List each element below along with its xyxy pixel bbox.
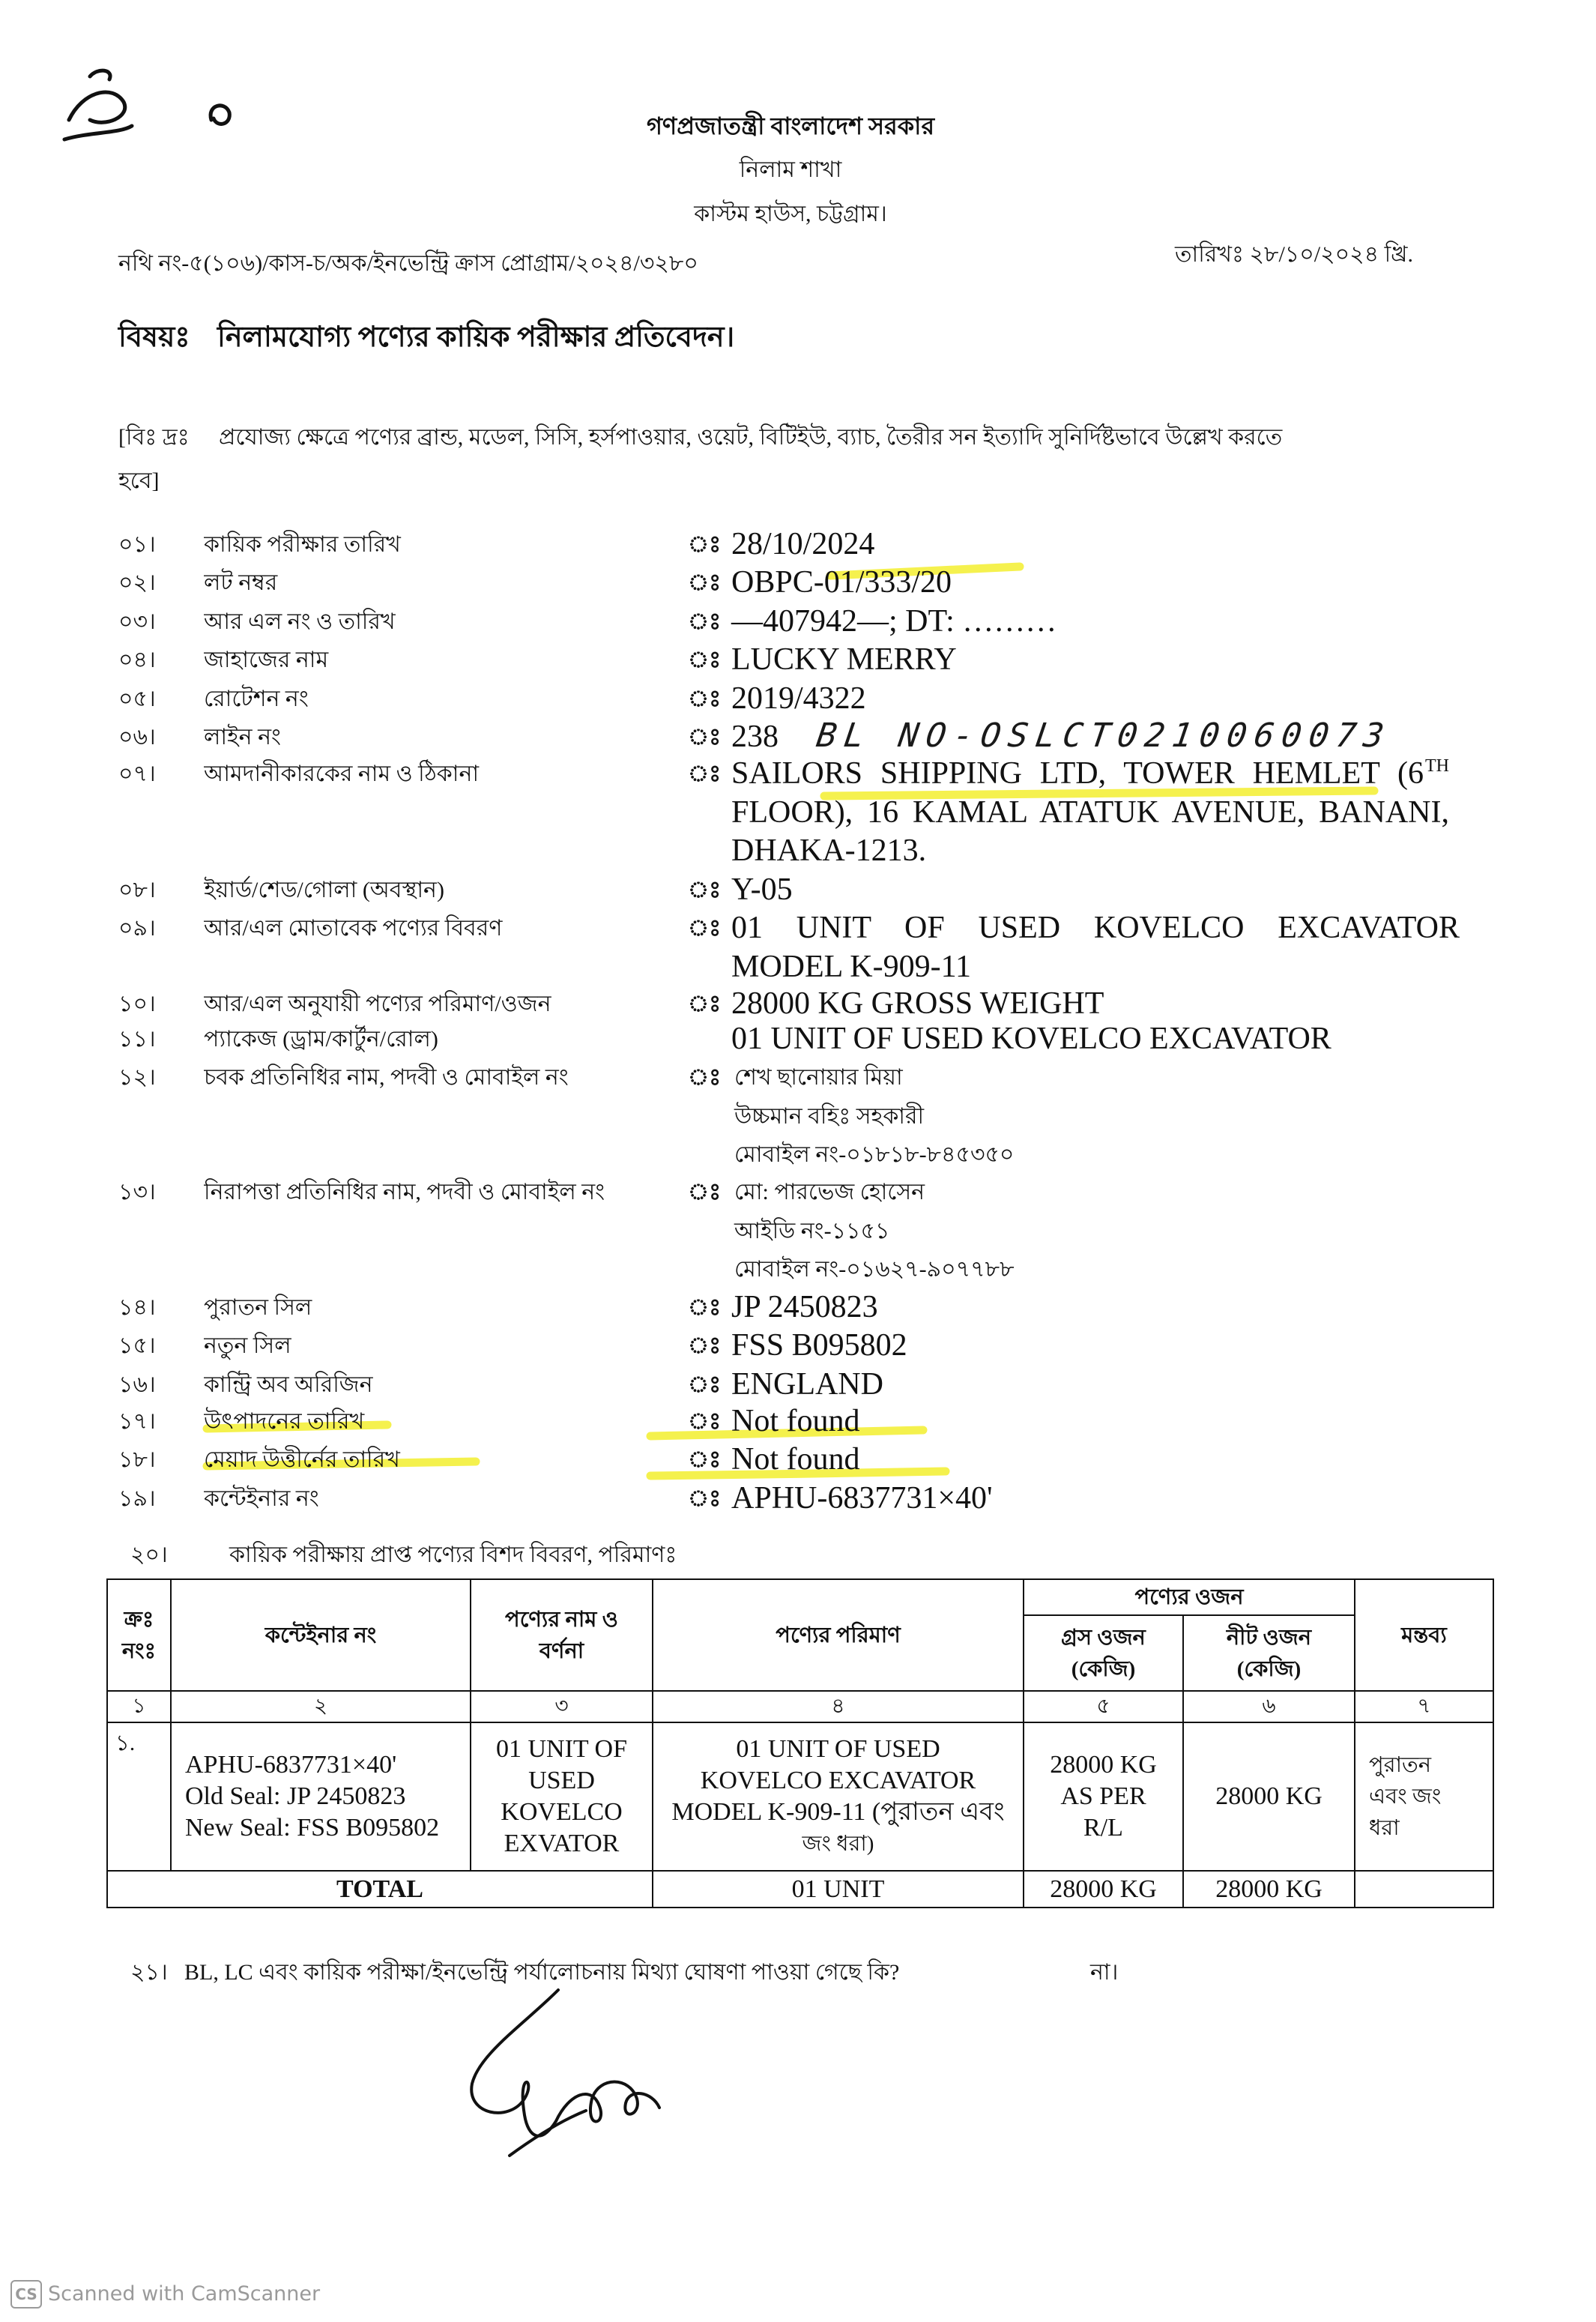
col-header-remarks [1355,1579,1493,1691]
field-value: 2019/4322 [731,681,866,716]
office-title: কাস্টম হাউস, চট্টগ্রাম। [694,202,887,226]
field-separator: ঃ [688,687,722,711]
cell-net-weight: 28000 KG [1183,1722,1355,1871]
representative-mobile: মোবাইল নং-০১৮১৮-৮৪৫৩৫০ [734,1142,1015,1167]
field-row-line-number [0,718,1596,757]
handwritten-bl-number: BL NO-OSLCT0210060073 [814,717,1394,755]
field-value: Not found [731,1404,860,1438]
field-separator: ঃ [688,916,722,941]
cell-line: ধরা [1369,1816,1400,1840]
note-text-continued: হবে] [118,468,160,493]
field-label: লাইন নং [204,725,281,750]
field-label: জাহাজের নাম [204,648,329,672]
government-title: গণপ্রজাতন্ত্রী বাংলাদেশ সরকার [646,112,935,139]
signature-icon [471,1990,659,2156]
field-row-expiry-date [0,1441,1596,1480]
field-separator: ঃ [688,648,722,672]
item21-answer: না। [1090,1960,1119,1985]
field-separator: ঃ [688,1295,722,1320]
field-separator: ঃ [688,1447,722,1472]
col-header-weight-group: পণ্যের ওজন [1024,1579,1355,1615]
header-line: নীট ওজন [1226,1625,1312,1650]
field-row-port-representative [0,1058,1596,1167]
field-row-yard-location [0,871,1596,910]
security-mobile: মোবাইল নং-০১৬২৭-৯০৭৭৮৮ [734,1257,1015,1282]
field-number: ০৬। [118,725,156,750]
field-number: ১২। [118,1065,156,1090]
column-number: ২ [171,1691,471,1722]
file-number: নথি নং-৫(১০৬)/কাস-চ/অক/ইনভেন্ট্রি ক্রাস প্রোগ্রাম/২০২৪/৩২৮০ [118,251,698,276]
representative-designation: উচ্চমান বহিঃ সহকারী [734,1103,925,1129]
cell-gross-weight [1024,1722,1183,1871]
item20-number: ২০। [130,1543,168,1567]
field-value [734,1058,1014,1174]
col-header-quantity [653,1579,1024,1691]
inventory-table [106,1578,1494,1908]
column-number: ১ [107,1691,171,1722]
field-label: আর/এল মোতাবেক পণ্যের বিবরণ [204,916,503,941]
field-number: ০৭। [118,762,156,786]
field-row-vessel-name [0,641,1596,680]
cell-line: KOVELCO [501,1798,623,1826]
importer-line: DHAKA-1213. [731,833,927,868]
cell-line: EXVATOR [504,1830,620,1857]
field-value: Y-05 [731,872,793,907]
field-row-container-number [0,1480,1596,1519]
importer-line [731,755,1449,794]
field-value: 28/10/2024 [731,527,875,561]
field-number: ১৫। [118,1333,156,1358]
header-line: মন্তব্য [1401,1623,1447,1647]
field-value: 28000 KG GROSS WEIGHT [731,986,1104,1021]
note-text: প্রযোজ্য ক্ষেত্রে পণ্যের ব্রান্ড, মডেল, সিসি, হর্সপাওয়ার, ওয়েট, বিটিইউ, ব্যাচ, তৈরীর সন ইত্যাদি সুনির্দিষ্টভাবে উল্লেখ করতে [219,425,1283,450]
cell-line: 01 UNIT OF [495,1735,628,1763]
field-label: আমদানীকারকের নাম ও ঠিকানা [204,762,480,786]
item20-heading: কায়িক পরীক্ষায় প্রাপ্ত পণ্যের বিশদ বিবরণ, পরিমাণঃ [229,1543,677,1567]
field-value: 01 UNIT OF USED KOVELCO EXCAVATOR [731,1022,1331,1056]
camscanner-watermark: Scanned with CamScanner [48,2282,321,2306]
total-label: TOTAL [107,1871,653,1908]
field-label: কান্ট্রি অব অরিজিন [204,1372,373,1397]
field-separator: ঃ [688,570,722,595]
field-separator: ঃ [688,725,722,750]
header-line: নংঃ [121,1638,157,1663]
field-number: ০৫। [118,687,156,711]
ordinal-superscript: TH [1425,756,1449,776]
field-value [731,909,1460,986]
cell-line: Old Seal: JP 2450823 [185,1782,406,1810]
importer-line-text: SAILORS SHIPPING LTD, TOWER HEMLET (6 [731,756,1424,791]
field-number: ১০। [118,992,156,1016]
field-row-old-seal [0,1288,1596,1327]
field-separator: ঃ [688,878,722,902]
handwritten-mark-icon [64,70,229,139]
security-name: মো: পারভেজ হোসেন [734,1180,925,1204]
field-separator: ঃ [688,609,722,634]
note-label: [বিঃ দ্রঃ [118,425,190,450]
field-value: 238 [731,720,779,754]
field-number: ১৯। [118,1486,156,1511]
security-id: আইডি নং-১১৫১ [734,1218,890,1243]
header-line: পণ্যের পরিমাণ [776,1623,901,1647]
col-header-serial [107,1579,171,1691]
field-separator: ঃ [688,992,722,1016]
field-value: JP 2450823 [731,1290,878,1324]
header-line: বর্ণনা [539,1638,584,1663]
cell-line: 01 UNIT OF USED [736,1735,940,1763]
table-row [107,1722,1493,1871]
cell-serial: ১. [107,1722,171,1871]
header-line: (কেজি) [1071,1656,1136,1681]
field-row-lot-number [0,564,1596,603]
field-row-rotation-number [0,680,1596,719]
column-number: ৫ [1024,1691,1183,1722]
field-label: আর/এল অনুযায়ী পণ্যের পরিমাণ/ওজন [204,992,551,1016]
field-row-new-seal [0,1327,1596,1366]
field-value: —407942—; DT: ……… [731,604,1057,639]
field-value [731,755,1449,871]
field-separator: ঃ [688,1065,722,1090]
field-label: মেয়াদ উত্তীর্নের তারিখ [204,1447,400,1472]
field-separator: ঃ [688,1409,722,1434]
field-value: FSS B095802 [731,1328,907,1363]
cell-line: MODEL K-909-11 (পুরাতন এবং [671,1798,1005,1826]
field-row-rl-number [0,603,1596,642]
header-line: ক্রঃ [124,1607,154,1632]
field-separator: ঃ [688,1372,722,1397]
field-number: ০৪। [118,648,156,672]
header-line: গ্রস ওজন [1061,1625,1146,1650]
field-number: ১৩। [118,1180,156,1204]
field-separator: ঃ [688,532,722,557]
field-row-manufacture-date [0,1402,1596,1441]
field-value: LUCKY MERRY [731,642,957,677]
field-row-package [0,1020,1596,1059]
cell-line: জং ধরা) [802,1832,874,1856]
cell-quantity [653,1722,1024,1871]
cell-line: KOVELCO EXCAVATOR [700,1767,976,1794]
field-number: ০১। [118,532,156,557]
field-label: প্যাকেজ (ড্রাম/কার্টুন/রোল) [204,1027,438,1052]
field-label: ইয়ার্ড/শেড/গোলা (অবস্থান) [204,878,444,902]
cell-remarks [1355,1722,1493,1871]
header-line: পণ্যের নাম ও [505,1607,618,1632]
field-label: কায়িক পরীক্ষার তারিখ [204,532,401,557]
representative-name: শেখ ছানোয়ার মিয়া [734,1065,903,1090]
subject-label: বিষয়ঃ [118,322,190,353]
total-gross-weight: 28000 KG [1024,1871,1183,1908]
table-total-row [107,1871,1493,1908]
field-separator: ঃ [688,1486,722,1511]
col-header-goods [471,1579,653,1691]
field-number: ০২। [118,570,156,595]
field-separator: ঃ [688,1180,722,1204]
column-number: ৩ [471,1691,653,1722]
field-value: Not found [731,1442,860,1477]
col-header-container [171,1579,471,1691]
field-label: উৎপাদনের তারিখ [204,1409,365,1434]
field-row-country-of-origin [0,1366,1596,1405]
field-value: APHU-6837731×40' [731,1481,993,1516]
field-number: ১৬। [118,1372,156,1397]
col-header-gross [1024,1615,1183,1691]
total-net-weight: 28000 KG [1183,1871,1355,1908]
field-label: লট নম্বর [204,570,278,595]
header-line: (কেজি) [1236,1656,1302,1681]
field-row-importer [0,755,1596,868]
camscanner-logo: CS [10,2280,42,2309]
cell-line: পুরাতন [1369,1753,1432,1777]
cell-line: এবং জং [1369,1785,1442,1809]
field-label: রোটেশন নং [204,687,309,711]
field-number: ১৪। [118,1295,156,1320]
cell-container [171,1722,471,1871]
cell-goods [471,1722,653,1871]
field-number: ০৩। [118,609,156,634]
cell-line: 28000 KG [1050,1751,1157,1779]
field-label: পুরাতন সিল [204,1295,312,1320]
description-line: MODEL K-909-11 [731,949,972,984]
item21-question: BL, LC এবং কায়িক পরীক্ষা/ইনভেন্ট্রি পর্যালোচনায় মিথ্যা ঘোষণা পাওয়া গেছে কি? [184,1960,900,1985]
field-number: ০৮। [118,878,156,902]
cell-line: APHU-6837731×40' [185,1751,397,1779]
field-label: চবক প্রতিনিধির নাম, পদবী ও মোবাইল নং [204,1065,569,1090]
header-line: কন্টেইনার নং [265,1623,377,1647]
column-number: ৭ [1355,1691,1493,1722]
table-column-number-row [107,1691,1493,1722]
importer-line: FLOOR), 16 KAMAL ATATUK AVENUE, BANANI, [731,794,1449,830]
field-number: ০৯। [118,916,156,941]
field-row-goods-description [0,909,1596,984]
cell-line: New Seal: FSS B095802 [185,1814,440,1842]
cell-line: R/L [1083,1814,1123,1842]
field-label: নিরাপত্তা প্রতিনিধির নাম, পদবী ও মোবাইল নং [204,1180,605,1204]
field-row-exam-date [0,525,1596,564]
field-number: ১৮। [118,1447,156,1472]
col-header-net [1183,1615,1355,1691]
column-number: ৪ [653,1691,1024,1722]
cell-line: USED [528,1767,595,1794]
field-value: OBPC-01/333/20 [731,565,952,600]
total-quantity: 01 UNIT [653,1871,1024,1908]
field-row-quantity-weight [0,985,1596,1024]
description-line: 01 UNIT OF USED KOVELCO EXCAVATOR [731,911,1460,945]
document-date: তারিখঃ ২৮/১০/২০২৪ খ্রি. [1175,242,1413,267]
field-label: নতুন সিল [204,1333,291,1358]
column-number: ৬ [1183,1691,1355,1722]
field-number: ১৭। [118,1409,156,1434]
field-row-security-representative [0,1173,1596,1282]
field-label: কন্টেইনার নং [204,1486,319,1511]
field-value [734,1173,1015,1289]
subject-text: নিলামযোগ্য পণ্যের কায়িক পরীক্ষার প্রতিবেদন। [217,322,735,353]
field-separator: ঃ [688,762,722,786]
cell-line: AS PER [1060,1782,1146,1810]
item21-number: ২১। [130,1960,168,1985]
section-title: নিলাম শাখা [739,157,842,182]
total-remarks [1355,1871,1493,1908]
field-label: আর এল নং ও তারিখ [204,609,396,634]
field-number: ১১। [118,1027,156,1052]
table-header-row [107,1579,1493,1615]
field-separator: ঃ [688,1333,722,1358]
field-value: ENGLAND [731,1367,883,1402]
